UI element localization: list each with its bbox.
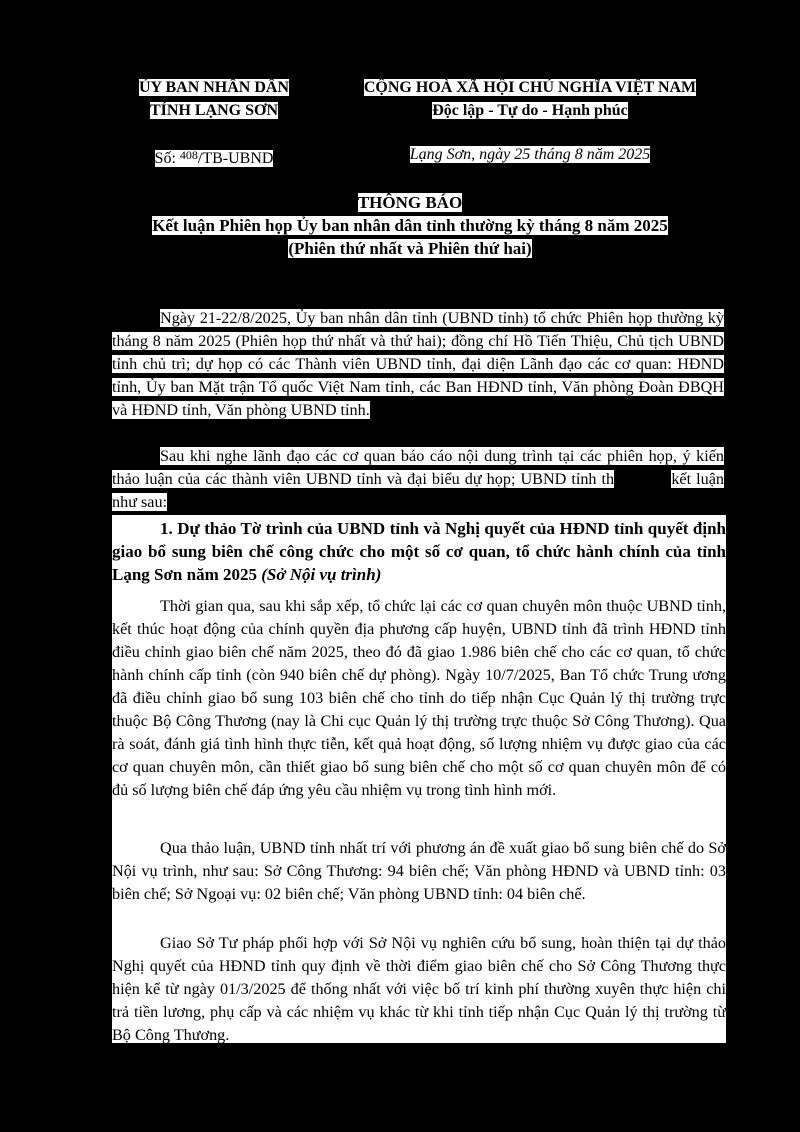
- national-title: [338, 76, 722, 122]
- issuing-authority: [98, 76, 330, 122]
- title-line-3: (Phiên thứ nhất và Phiên thứ hai): [288, 239, 532, 258]
- section-1-title: 1. Dự thảo Tờ trình của UBND tỉnh và Nghị quyết của HĐND tỉnh quyết định giao bổ sung biên chế công chức cho một số cơ quan, tổ chức hành chính của tỉnh Lạng Sơn năm 2025: [112, 519, 726, 584]
- document-number-suffix: /TB-UBND: [197, 150, 274, 167]
- lead-text-before: Sau khi nghe lãnh đạo các cơ quan báo cáo nội dung trình tại các phiên họp, ý kiến thảo luận của các thành viên UBND tỉnh và đại biểu dự họp; UBND tỉnh th: [112, 447, 724, 488]
- section-1-paragraph-2: Qua thảo luận, UBND tỉnh nhất trí với phương án đề xuất giao bổ sung biên chế do Sở Nội vụ trình, như sau: Sở Công Thương: 94 biên chế; Văn phòng HĐND và UBND tỉnh: 03 biên chế; Sở Ngoại vụ: 02 biên chế; Văn phòng UBND tỉnh: 04 biên chế.: [112, 839, 726, 903]
- issue-date: [338, 145, 722, 165]
- title-line-1: THÔNG BÁO: [357, 193, 463, 212]
- section-1-presenter: (Sở Nội vụ trình): [261, 565, 382, 584]
- issue-date-text: Lạng Sơn, ngày 25 tháng 8 năm 2025: [409, 146, 651, 163]
- national-motto: Độc lập - Tự do - Hạnh phúc: [432, 102, 628, 119]
- intro-paragraph: [112, 307, 724, 422]
- section-1-paragraph-3: Giao Sở Tư pháp phối hợp với Sở Nội vụ nghiên cứu bổ sung, hoàn thiện tại dự thảo Nghị quyết của HĐND tỉnh quy định về thời điểm giao biên chế cho Sở Công Thương thực hiện kể từ ngày 01/3/2025 để thống nhất với việc bố trí kinh phí thường xuyên thực hiện chi trả tiền lương, phụ cấp và các nhiệm vụ khác từ khi tỉnh tiếp nhận Cục Quản lý thị trường từ Bộ Công Thương.: [112, 934, 726, 1044]
- redacted-text: ống nhất: [614, 470, 672, 488]
- authority-line-1: ỦY BAN NHÂN DÂN: [138, 79, 290, 96]
- document-number: [98, 145, 330, 169]
- intro-paragraph-text: Ngày 21-22/8/2025, Ủy ban nhân dân tỉnh (UBND tỉnh) tổ chức Phiên họp thường kỳ tháng 8 năm 2025 (Phiên họp thứ nhất và thứ hai); đồng chí Hồ Tiến Thiệu, Chủ tịch UBND tỉnh chủ trì; dự họp có các Thành viên UBND tỉnh, đại diện Lãnh đạo các cơ quan: HĐND tỉnh, Ủy ban Mặt trận Tổ quốc Việt Nam tỉnh, các Ban HĐND tỉnh, Văn phòng Đoàn ĐBQH và HĐND tỉnh, Văn phòng UBND tỉnh.: [112, 309, 724, 419]
- document-title: [100, 191, 720, 260]
- title-line-2: Kết luận Phiên họp Ủy ban nhân dân tỉnh thường kỳ tháng 8 năm 2025: [152, 216, 668, 235]
- section-1-paragraph-1: Thời gian qua, sau khi sắp xếp, tổ chức lại các cơ quan chuyên môn thuộc UBND tỉnh, kết thúc hoạt động của chính quyền địa phương cấp huyện, UBND tỉnh đã trình HĐND tỉnh điều chỉnh giao biên chế năm 2025, theo đó đã giao 1.986 biên chế cho các cơ quan, tổ chức hành chính cấp tỉnh (còn 940 biên chế dự phòng). Ngày 10/7/2025, Ban Tổ chức Trung ương đã điều chỉnh giao bổ sung 103 biên chế cho tỉnh do tiếp nhận Cục Quản lý thị trường trực thuộc Bộ Công Thương (nay là Chi cục Quản lý thị trường trực thuộc Sở Công Thương). Qua rà soát, đánh giá tình hình thực tiễn, kết quả hoạt động, số lượng nhiệm vụ được giao của các cơ quan chuyên môn, cần thiết giao bổ sung biên chế cho một số cơ quan chuyên môn để có đủ số lượng biên chế đáp ứng yêu cầu nhiệm vụ trong tình hình mới.: [112, 597, 726, 799]
- authority-line-2: TỈNH LẠNG SƠN: [149, 102, 279, 119]
- section-1: [112, 515, 726, 1043]
- document-number-value: 408: [179, 148, 198, 162]
- national-name: CỘNG HOÀ XÃ HỘI CHỦ NGHĨA VIỆT NAM: [363, 79, 697, 96]
- conclusion-lead-paragraph: [112, 445, 724, 514]
- document-number-prefix: Số:: [154, 150, 176, 167]
- lead-text-after: kết luận như sau:: [112, 470, 724, 511]
- section-1-heading: [112, 517, 726, 586]
